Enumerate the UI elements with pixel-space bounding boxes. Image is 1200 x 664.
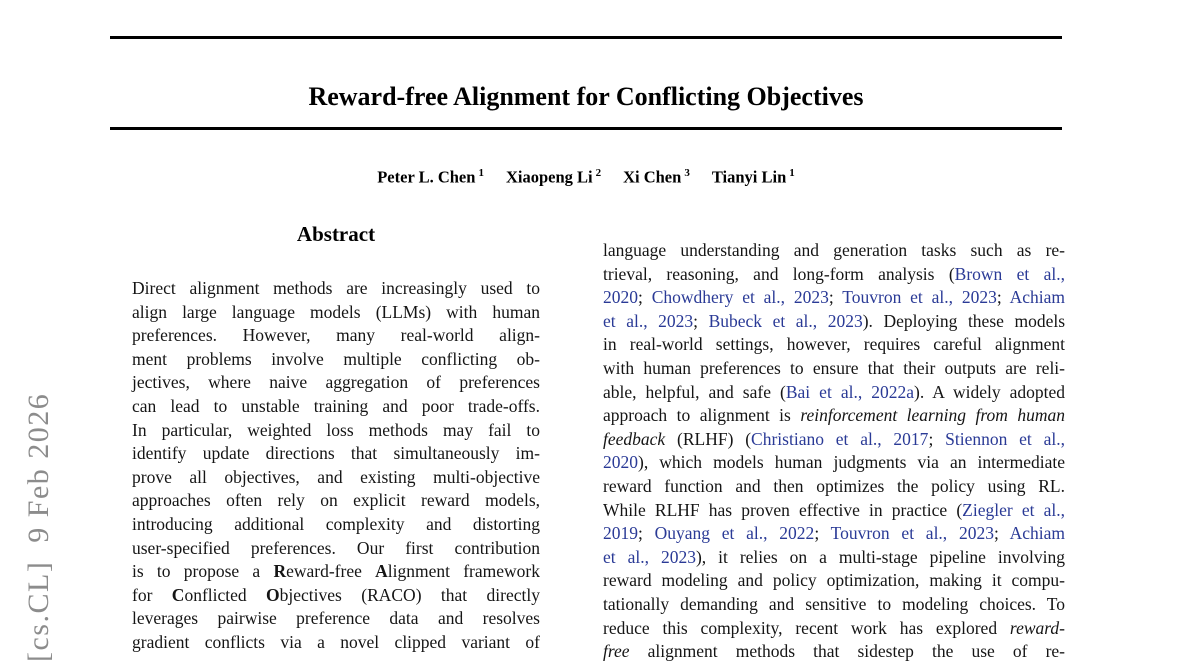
- text-line: [603, 617, 1065, 641]
- text-segment: ;: [996, 287, 1010, 308]
- text-segment: ), it relies on a multi-stage pipeline involving: [695, 546, 1066, 567]
- text-segment: C: [171, 584, 185, 605]
- citation-link[interactable]: Brown et al.,: [954, 263, 1065, 284]
- text-line: [603, 381, 1065, 405]
- citation-link[interactable]: 2020: [603, 287, 638, 308]
- citation-link[interactable]: Christiano et al., 2017: [751, 428, 929, 449]
- text-line: [603, 593, 1065, 617]
- text-segment: ment problems involve multiple conflicting ob-: [132, 348, 540, 369]
- author-name: Xi Chen: [623, 167, 682, 187]
- arxiv-watermark: [cs.CL] 9 Feb 2026: [22, 392, 55, 662]
- citation-link[interactable]: Touvron et al., 2023: [830, 523, 994, 544]
- text-segment: prove all objectives, and existing multi-objective: [132, 466, 540, 487]
- text-line: [603, 546, 1065, 570]
- author-name: Peter L. Chen: [377, 167, 476, 187]
- text-segment: with human preferences to ensure that their outputs are reli-: [603, 357, 1065, 378]
- text-line: [603, 522, 1065, 546]
- title-rule-bottom: [110, 127, 1062, 130]
- text-line: [132, 513, 540, 537]
- text-segment: ). Deploying these models: [862, 310, 1066, 331]
- text-segment: reward function and then optimizes the policy using RL.: [603, 475, 1065, 496]
- text-segment: ;: [814, 523, 831, 544]
- text-line: [603, 239, 1065, 263]
- text-line: [603, 428, 1065, 452]
- text-segment: leverages pairwise preference data and resolves: [132, 608, 540, 629]
- text-line: [603, 475, 1065, 499]
- text-line: [132, 560, 540, 584]
- text-line: [603, 499, 1065, 523]
- citation-link[interactable]: Chowdhery et al., 2023: [651, 287, 829, 308]
- text-segment: gradient conflicts via a novel clipped variant of: [132, 631, 540, 652]
- text-segment: bjectives (RACO) that directly: [279, 584, 540, 605]
- text-line: [132, 489, 540, 513]
- text-line: [132, 584, 540, 608]
- text-segment: lignment framework: [387, 561, 540, 582]
- text-line: [132, 537, 540, 561]
- text-line: [603, 310, 1065, 334]
- text-line: [132, 301, 540, 325]
- text-segment: approaches often rely on explicit reward models,: [132, 490, 540, 511]
- author-entry: [506, 162, 601, 189]
- author-affiliation-sup: 1: [478, 167, 484, 179]
- text-segment: feedback: [603, 428, 666, 449]
- text-segment: ;: [993, 523, 1010, 544]
- text-line: [603, 357, 1065, 381]
- text-segment: ;: [928, 428, 946, 449]
- text-segment: jectives, where naive aggregation of preferences: [132, 372, 540, 393]
- text-segment: ). A widely adopted: [914, 381, 1066, 402]
- author-name: Xiaopeng Li: [505, 167, 593, 187]
- author-line: [110, 162, 1062, 189]
- text-line: [132, 324, 540, 348]
- citation-link[interactable]: Bai et al., 2022a: [785, 381, 914, 402]
- text-segment: O: [266, 584, 280, 605]
- text-line: [132, 442, 540, 466]
- author-entry: [712, 162, 795, 189]
- text-segment: align large language models (LLMs) with human: [132, 301, 540, 322]
- text-segment: ;: [693, 310, 709, 331]
- text-line: [603, 286, 1065, 310]
- text-segment: In particular, weighted loss methods may fail to: [132, 419, 540, 440]
- text-segment: onflicted: [184, 584, 267, 605]
- citation-link[interactable]: Achiam: [1009, 287, 1065, 308]
- citation-link[interactable]: et al., 2023: [603, 310, 694, 331]
- text-segment: alignment methods that sidestep the use of re-: [629, 641, 1065, 662]
- citation-link[interactable]: Stiennon et al.,: [945, 428, 1065, 449]
- text-segment: reduce this complexity, recent work has explored: [603, 617, 1010, 638]
- text-line: [132, 466, 540, 490]
- text-segment: ), which models human judgments via an intermediate: [638, 452, 1065, 473]
- text-segment: R: [273, 561, 287, 582]
- text-line: [603, 404, 1065, 428]
- text-segment: reward-: [1009, 617, 1065, 638]
- text-line: [132, 607, 540, 631]
- introduction-body: [603, 239, 1065, 664]
- text-line: [603, 569, 1065, 593]
- text-segment: introducing additional complexity and distorting: [132, 513, 540, 534]
- text-segment: While RLHF has proven effective in practice (: [603, 499, 963, 520]
- text-segment: approach to alignment is: [603, 405, 801, 426]
- text-segment: language understanding and generation tasks such as re-: [603, 240, 1065, 260]
- text-line: [132, 419, 540, 443]
- citation-link[interactable]: 2019: [603, 523, 638, 544]
- text-line: [132, 371, 540, 395]
- abstract-body: [132, 277, 540, 655]
- text-line: [603, 333, 1065, 357]
- text-segment: preferences. However, many real-world align-: [132, 325, 540, 346]
- text-segment: ;: [638, 287, 652, 308]
- text-line: [132, 277, 540, 301]
- text-line: [132, 631, 540, 655]
- paper-title: Reward-free Alignment for Conflicting Objectives: [308, 82, 864, 112]
- text-line: [132, 348, 540, 372]
- text-segment: user-specified preferences. Our first contribution: [132, 537, 540, 558]
- citation-link[interactable]: Touvron et al., 2023: [842, 287, 997, 308]
- text-segment: identify update directions that simultaneously im-: [132, 443, 540, 464]
- text-segment: is to propose a: [132, 561, 274, 582]
- text-line: [603, 451, 1065, 475]
- text-segment: able, helpful, and safe (: [603, 381, 786, 402]
- author-affiliation-sup: 2: [595, 167, 602, 179]
- text-segment: Direct alignment methods are increasingly used to: [132, 278, 540, 298]
- author-entry: [623, 162, 690, 189]
- text-segment: tationally demanding and sensitive to modeling choices. To: [603, 593, 1065, 614]
- text-segment: free: [603, 641, 630, 662]
- text-segment: eward-free: [286, 561, 376, 582]
- citation-link[interactable]: Ziegler et al.,: [962, 499, 1065, 520]
- text-segment: reward modeling and policy optimization, making it compu-: [603, 570, 1065, 591]
- citation-link[interactable]: 2020: [603, 452, 638, 473]
- text-line: [132, 395, 540, 419]
- citation-link[interactable]: et al., 2023: [603, 546, 696, 567]
- text-line: [603, 640, 1065, 664]
- citation-link[interactable]: Bubeck et al., 2023: [708, 310, 863, 331]
- text-segment: reinforcement learning from human: [800, 405, 1065, 426]
- text-segment: trieval, reasoning, and long-form analysis (: [603, 263, 955, 284]
- text-segment: can lead to unstable training and poor trade-offs.: [132, 395, 540, 416]
- author-name: Tianyi Lin: [711, 167, 787, 187]
- author-affiliation-sup: 3: [684, 167, 690, 179]
- text-segment: (RLHF) (: [665, 428, 752, 449]
- citation-link[interactable]: Ouyang et al., 2022: [654, 523, 815, 544]
- text-segment: A: [375, 561, 388, 582]
- text-segment: in real-world settings, however, requires careful alignment: [603, 334, 1065, 355]
- title-rule-top: [110, 36, 1062, 39]
- text-segment: for: [132, 584, 172, 605]
- abstract-heading: Abstract: [296, 222, 376, 246]
- author-entry: [377, 162, 484, 189]
- text-segment: ;: [638, 523, 655, 544]
- text-segment: ;: [828, 287, 843, 308]
- text-line: [603, 263, 1065, 287]
- author-affiliation-sup: 1: [789, 167, 795, 179]
- citation-link[interactable]: Achiam: [1009, 523, 1066, 544]
